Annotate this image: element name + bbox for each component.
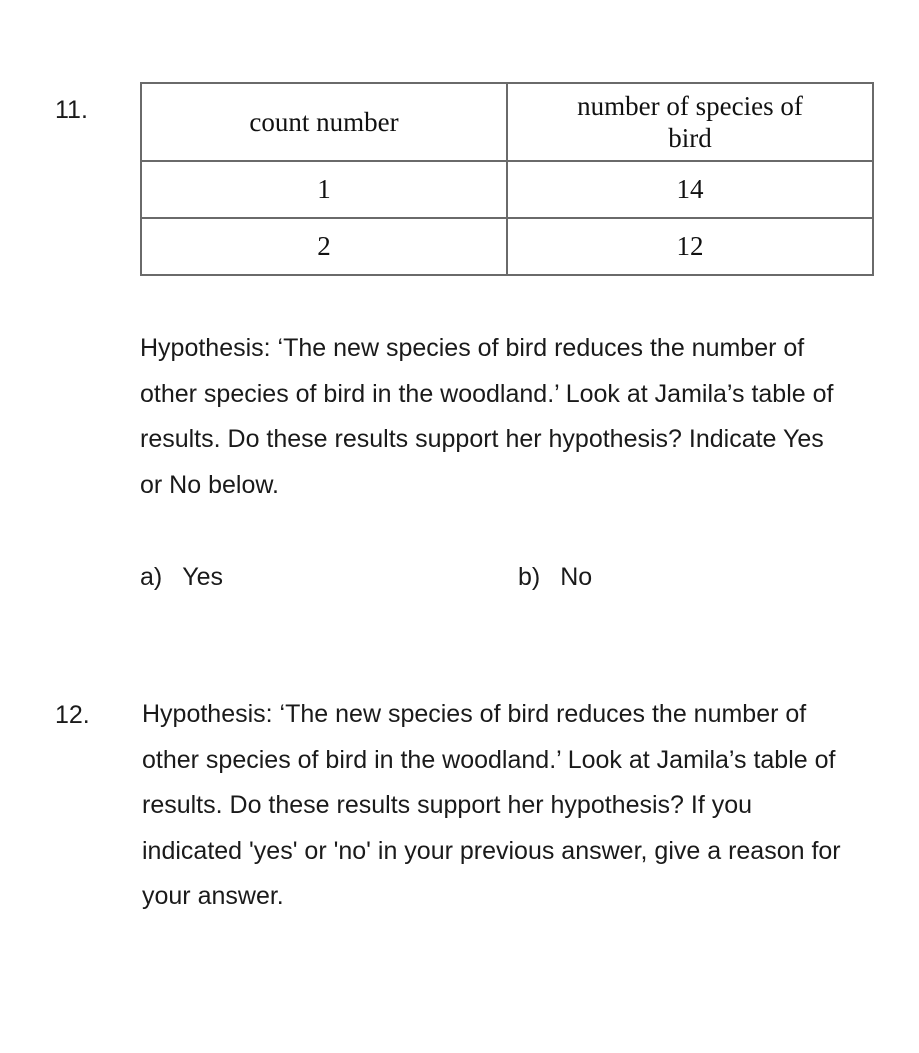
question-12-text: Hypothesis: ‘The new species of bird reduces the number of other species of bird in the woodland.’ Look at Jamila’s table of results. Do these results support her hypothesis? If you indicated 'yes' or 'no' in your previous answer, give a reason for your answer. [142,700,841,910]
header-count-number: count number [141,83,507,161]
question-11-number: 11. [55,96,88,124]
count-number-cell: 2 [141,218,507,275]
question-11-text: Hypothesis: ‘The new species of bird reduces the number of other species of bird in the woodland.’ Look at Jamila’s table of results. Do these results support her hypothesis? Indicate Yes or No below. [140,334,834,499]
species-count-cell: 14 [507,161,873,218]
option-b-no[interactable] [518,560,592,594]
results-table [140,82,874,276]
option-b-letter: b) [518,563,541,591]
option-a-letter: a) [140,560,162,594]
question-12-number: 12. [55,701,90,729]
option-a-yes[interactable] [140,560,223,594]
species-count-cell: 12 [507,218,873,275]
table-header-row [141,83,873,161]
table-row [141,161,873,218]
table-row [141,218,873,275]
header-species-of-bird [507,83,873,161]
option-a-label: Yes [182,563,224,591]
count-number-cell: 1 [141,161,507,218]
header-species-label: number of species of bird [577,91,803,153]
option-b-label: No [560,563,593,591]
